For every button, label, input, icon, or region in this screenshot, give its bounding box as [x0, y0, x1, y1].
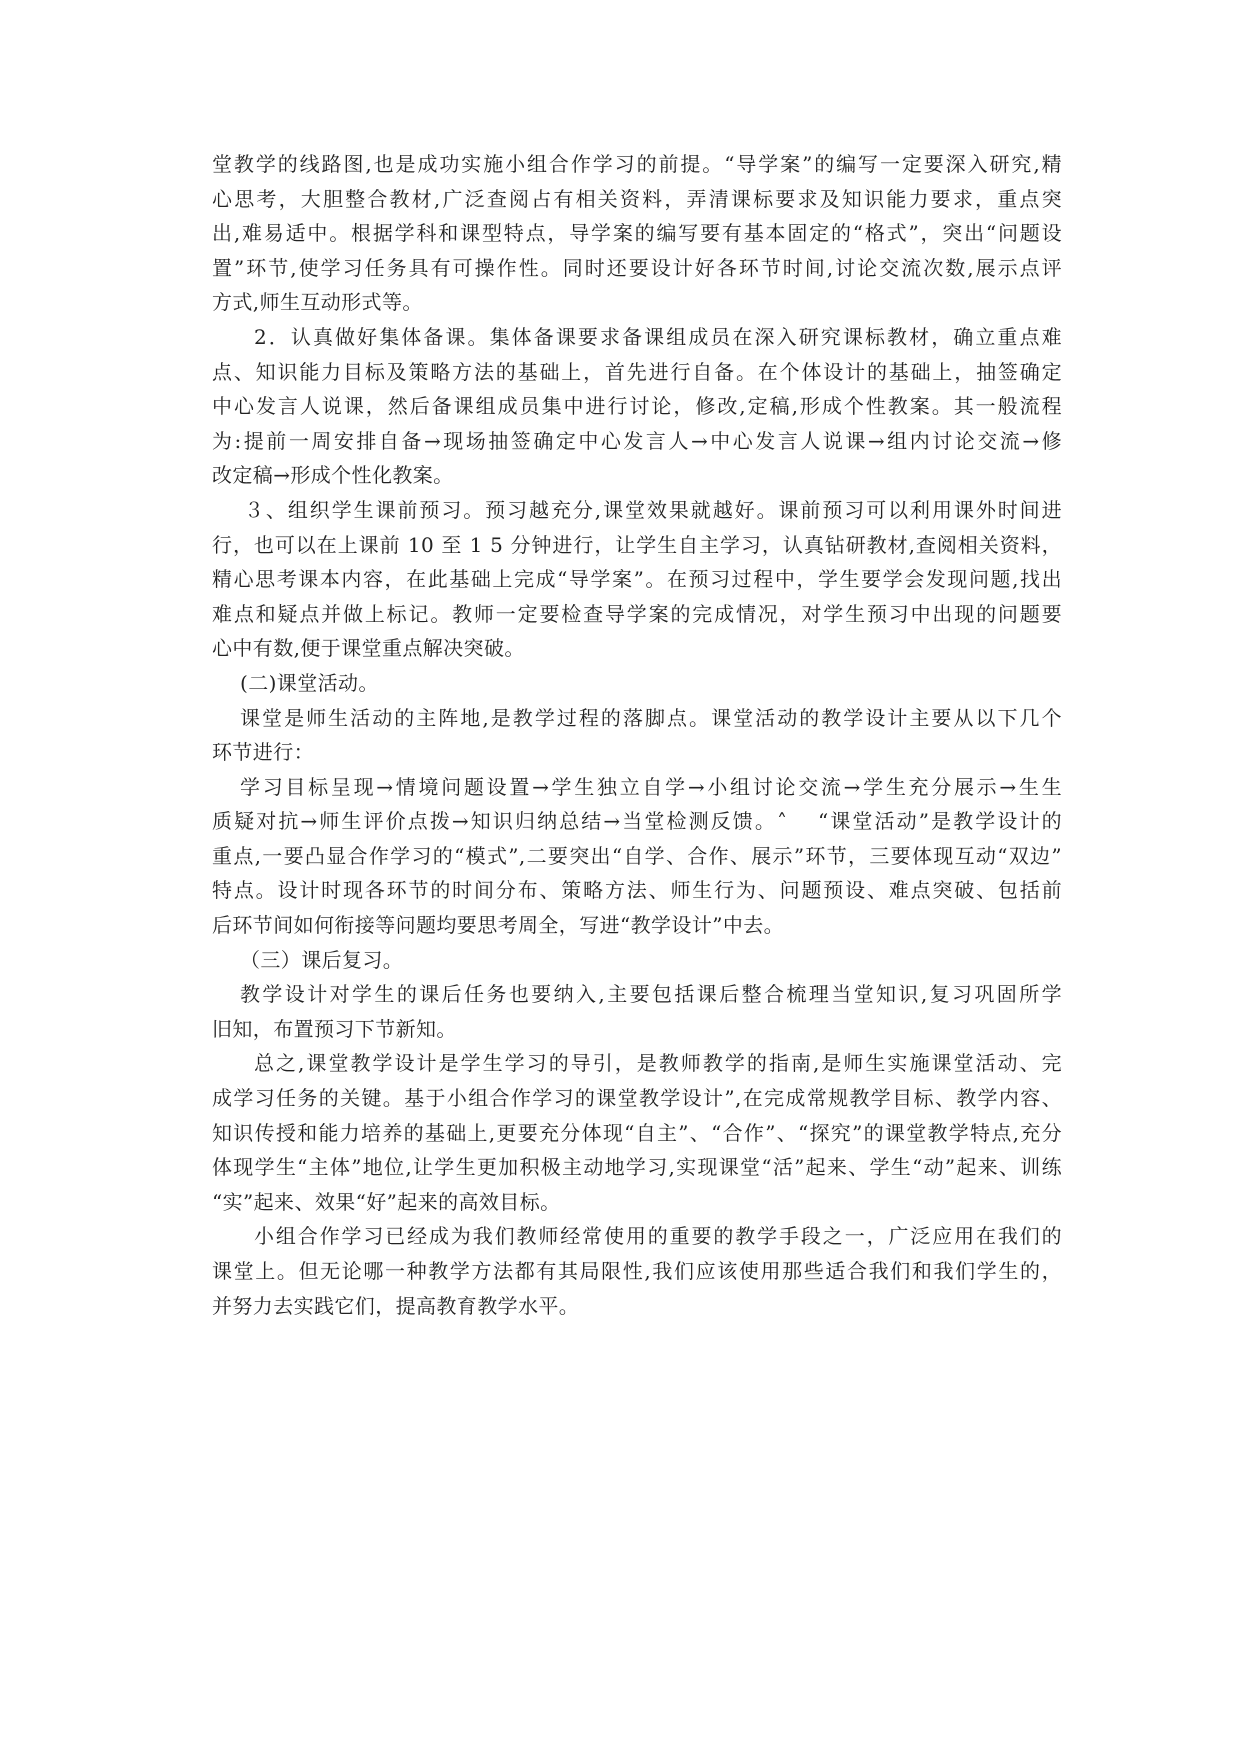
text-line: 为:提前一周安排自备→现场抽签确定中心发言人→中心发言人说课→组内讨论交流→修	[212, 428, 1062, 453]
text-line: ３、组织学生课前预习。预习越充分,课堂效果就越好。课前预习可以利用课外时间进	[244, 497, 1062, 522]
text-line: 改定稿→形成个性化教案。	[212, 463, 454, 488]
text-line: 体现学生“主体”地位,让学生更加积极主动地学习,实现课堂“活”起来、学生“动”起来、训练	[212, 1155, 1062, 1180]
text-line: (二)课堂活动。	[240, 670, 379, 695]
text-line: 难点和疑点并做上标记。教师一定要检查导学案的完成情况，对学生预习中出现的问题要	[212, 601, 1062, 626]
text-line: 心思考，大胆整合教材,广泛查阅占有相关资料，弄清课标要求及知识能力要求，重点突	[212, 186, 1062, 211]
text-line: 堂教学的线路图,也是成功实施小组合作学习的前提。“导学案”的编写一定要深入研究,精	[212, 152, 1062, 176]
text-line: 出,难易适中。根据学科和课型特点，导学案的编写要有基本固定的“格式”，突出“问题设	[212, 221, 1062, 246]
text-line: 教学设计对学生的课后任务也要纳入,主要包括课后整合梳理当堂知识,复习巩固所学	[240, 982, 1062, 1007]
text-line: 重点,一要凸显合作学习的“模式”,二要突出“自学、合作、展示”环节，三要体现互动“双边”	[212, 843, 1062, 868]
text-line: 点、知识能力目标及策略方法的基础上，首先进行自备。在个体设计的基础上，抽签确定	[212, 359, 1062, 384]
text-line: 中心发言人说课，然后备课组成员集中进行讨论，修改,定稿,形成个性教案。其一般流程	[212, 394, 1062, 419]
text-line: 心中有数,便于课堂重点解决突破。	[212, 636, 525, 661]
text-line: 质疑对抗→师生评价点拨→知识归纳总结→当堂检测反馈。˄ “课堂活动”是教学设计的	[212, 809, 1062, 834]
text-line: 旧知，布置预习下节新知。	[212, 1016, 457, 1041]
text-line: 课堂上。但无论哪一种教学方法都有其局限性,我们应该使用那些适合我们和我们学生的，	[212, 1259, 1062, 1283]
text-line: 置”环节,使学习任务具有可操作性。同时还要设计好各环节时间,讨论交流次数,展示点评	[212, 255, 1062, 280]
text-line: 特点。设计时现各环节的时间分布、策略方法、师生行为、问题预设、难点突破、包括前	[212, 878, 1062, 903]
text-line: 行，也可以在上课前 10 至 1 5 分钟进行，让学生自主学习，认真钻研教材,查阅相关资料，	[212, 532, 1062, 557]
text-line: 知识传授和能力培养的基础上,更要充分体现“自主”、“合作”、“探究”的课堂教学特点,充分	[212, 1120, 1062, 1145]
text-line: 精心思考课本内容，在此基础上完成“导学案”。在预习过程中，学生要学会发现问题,找出	[212, 567, 1062, 592]
text-line: 学习目标呈现→情境问题设置→学生独立自学→小组讨论交流→学生充分展示→生生	[240, 774, 1062, 799]
text-line: 方式,师生互动形式等。	[212, 290, 423, 315]
document-body	[212, 147, 1062, 1323]
text-line: 总之,课堂教学设计是学生学习的导引，是教师教学的指南,是师生实施课堂活动、完	[254, 1051, 1062, 1076]
text-line: 成学习任务的关键。基于小组合作学习的课堂教学设计”,在完成常规教学目标、教学内容、	[212, 1086, 1062, 1111]
text-line: 并努力去实践它们，提高教育教学水平。	[212, 1293, 580, 1318]
text-line: 课堂是师生活动的主阵地,是教学过程的落脚点。课堂活动的教学设计主要从以下几个	[240, 705, 1062, 730]
text-line: 小组合作学习已经成为我们教师经常使用的重要的教学手段之一，广泛应用在我们的	[254, 1224, 1062, 1249]
text-line: 环节进行：	[212, 740, 314, 765]
text-line: “实”起来、效果“好”起来的高效目标。	[212, 1189, 561, 1214]
text-line: （三）课后复习。	[240, 947, 404, 972]
text-line: 2．认真做好集体备课。集体备课要求备课组成员在深入研究课标教材，确立重点难	[254, 324, 1062, 349]
text-line: 后环节间如何衔接等问题均要思考周全，写进“教学设计”中去。	[212, 913, 785, 938]
